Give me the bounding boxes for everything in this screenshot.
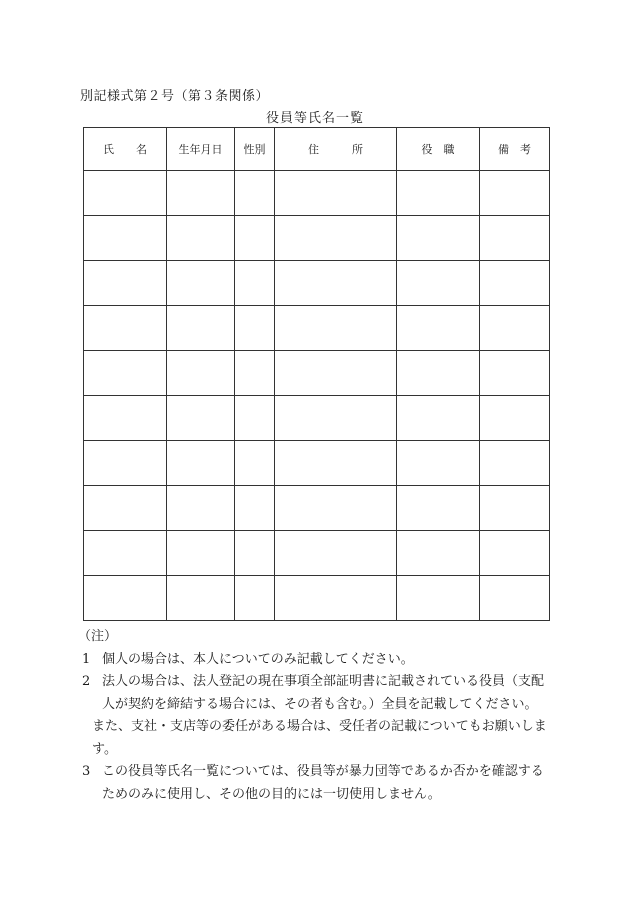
note-text-continued: また、支社・支店等の委任がある場合は、受任者の記載についてもお願いします。: [92, 719, 547, 757]
table-header-row: [84, 128, 550, 171]
cell-position[interactable]: [397, 261, 480, 306]
header-sex: 性別: [235, 128, 275, 171]
table-row: [84, 306, 550, 351]
cell-sex[interactable]: [235, 351, 275, 396]
header-position: 役 職: [397, 128, 480, 171]
header-birthdate: 生年月日: [167, 128, 235, 171]
officer-roster-table: [83, 127, 550, 621]
cell-sex[interactable]: [235, 576, 275, 621]
cell-address[interactable]: [275, 171, 397, 216]
cell-name[interactable]: [84, 441, 167, 486]
header-name: 氏 名: [84, 128, 167, 171]
cell-position[interactable]: [397, 216, 480, 261]
notes-section: [76, 626, 556, 806]
cell-birthdate[interactable]: [167, 261, 235, 306]
cell-remarks[interactable]: [480, 171, 550, 216]
cell-remarks[interactable]: [480, 576, 550, 621]
cell-remarks[interactable]: [480, 351, 550, 396]
cell-birthdate[interactable]: [167, 441, 235, 486]
cell-remarks[interactable]: [480, 531, 550, 576]
cell-address[interactable]: [275, 441, 397, 486]
cell-address[interactable]: [275, 486, 397, 531]
cell-position[interactable]: [397, 306, 480, 351]
table-row: [84, 576, 550, 621]
table-row: [84, 171, 550, 216]
cell-position[interactable]: [397, 171, 480, 216]
cell-name[interactable]: [84, 171, 167, 216]
cell-sex[interactable]: [235, 261, 275, 306]
notes-heading: （注）: [78, 629, 118, 644]
cell-position[interactable]: [397, 441, 480, 486]
cell-name[interactable]: [84, 531, 167, 576]
cell-address[interactable]: [275, 351, 397, 396]
note-item-1: [76, 649, 556, 672]
note-number: 2: [82, 674, 91, 689]
document-title: 役員等氏名一覧: [265, 111, 364, 126]
cell-sex[interactable]: [235, 531, 275, 576]
cell-birthdate[interactable]: [167, 216, 235, 261]
note-text: 法人の場合は、法人登記の現在事項全部証明書に記載されている役員（支配人が契約を締結する場合には、その者も含む。）全員を記載してください。: [102, 674, 545, 712]
table-body: [84, 171, 550, 621]
cell-birthdate[interactable]: [167, 396, 235, 441]
cell-address[interactable]: [275, 261, 397, 306]
table-row: [84, 531, 550, 576]
cell-remarks[interactable]: [480, 396, 550, 441]
cell-sex[interactable]: [235, 171, 275, 216]
cell-name[interactable]: [84, 306, 167, 351]
cell-birthdate[interactable]: [167, 531, 235, 576]
cell-position[interactable]: [397, 396, 480, 441]
form-label: 別記様式第２号（第３条関係）: [80, 89, 270, 104]
note-text: 個人の場合は、本人についてのみ記載してください。: [102, 651, 414, 667]
cell-birthdate[interactable]: [167, 351, 235, 396]
table-row: [84, 261, 550, 306]
cell-name[interactable]: [84, 396, 167, 441]
cell-sex[interactable]: [235, 306, 275, 351]
cell-name[interactable]: [84, 261, 167, 306]
table-row: [84, 441, 550, 486]
cell-remarks[interactable]: [480, 486, 550, 531]
note-item-2: [76, 671, 556, 761]
header-address: 住 所: [275, 128, 397, 171]
cell-address[interactable]: [275, 396, 397, 441]
cell-remarks[interactable]: [480, 441, 550, 486]
note-number: 1: [82, 651, 91, 667]
cell-position[interactable]: [397, 351, 480, 396]
cell-sex[interactable]: [235, 441, 275, 486]
cell-birthdate[interactable]: [167, 486, 235, 531]
cell-birthdate[interactable]: [167, 576, 235, 621]
table-row: [84, 486, 550, 531]
header-remarks: 備 考: [480, 128, 550, 171]
cell-name[interactable]: [84, 351, 167, 396]
cell-address[interactable]: [275, 306, 397, 351]
cell-remarks[interactable]: [480, 261, 550, 306]
cell-address[interactable]: [275, 531, 397, 576]
note-number: 3: [82, 764, 91, 779]
cell-name[interactable]: [84, 486, 167, 531]
cell-birthdate[interactable]: [167, 171, 235, 216]
cell-address[interactable]: [275, 576, 397, 621]
cell-position[interactable]: [397, 576, 480, 621]
table-row: [84, 396, 550, 441]
note-item-3: [76, 761, 556, 806]
table-row: [84, 216, 550, 261]
cell-remarks[interactable]: [480, 216, 550, 261]
table-row: [84, 351, 550, 396]
cell-address[interactable]: [275, 216, 397, 261]
note-text: この役員等氏名一覧については、役員等が暴力団等であるか否かを確認するためのみに使用し、その他の目的には一切使用しません。: [102, 764, 544, 802]
cell-sex[interactable]: [235, 486, 275, 531]
cell-remarks[interactable]: [480, 306, 550, 351]
cell-sex[interactable]: [235, 216, 275, 261]
cell-name[interactable]: [84, 576, 167, 621]
cell-position[interactable]: [397, 531, 480, 576]
cell-position[interactable]: [397, 486, 480, 531]
cell-birthdate[interactable]: [167, 306, 235, 351]
cell-sex[interactable]: [235, 396, 275, 441]
cell-name[interactable]: [84, 216, 167, 261]
